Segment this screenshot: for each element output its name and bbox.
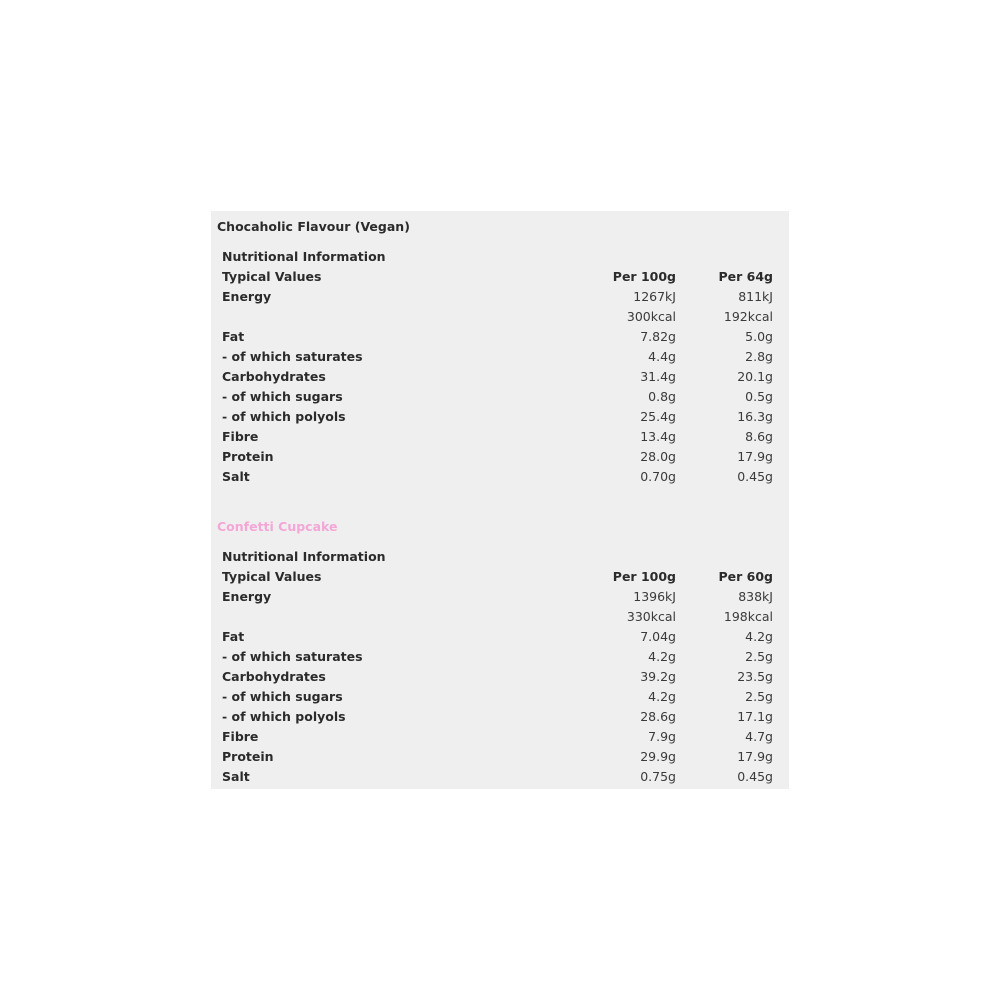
row-label: Protein bbox=[222, 749, 274, 764]
table-row bbox=[211, 727, 789, 747]
per-100g-value: 13.4g bbox=[640, 429, 676, 444]
per-100g-header: Per 100g bbox=[612, 569, 676, 584]
per-serving-header: Per 64g bbox=[718, 269, 773, 284]
table-row bbox=[211, 247, 789, 267]
table-row bbox=[211, 287, 789, 307]
nutrition-panel bbox=[211, 211, 789, 789]
per-serving-value: 838kJ bbox=[738, 589, 773, 604]
table-row bbox=[211, 467, 789, 487]
table-row bbox=[211, 747, 789, 767]
row-label: Carbohydrates bbox=[222, 369, 326, 384]
table-row bbox=[211, 367, 789, 387]
table-header-row bbox=[211, 267, 789, 287]
table-row bbox=[211, 427, 789, 447]
per-serving-value: 23.5g bbox=[737, 669, 773, 684]
per-serving-value: 811kJ bbox=[738, 289, 773, 304]
per-serving-value: 8.6g bbox=[745, 429, 773, 444]
per-serving-value: 20.1g bbox=[737, 369, 773, 384]
table-row bbox=[211, 707, 789, 727]
row-label: Carbohydrates bbox=[222, 669, 326, 684]
per-100g-value: 330kcal bbox=[626, 609, 676, 624]
table-row bbox=[211, 547, 789, 567]
table-row bbox=[211, 667, 789, 687]
per-100g-header: Per 100g bbox=[612, 269, 676, 284]
row-label: Typical Values bbox=[222, 569, 322, 584]
row-label: Nutritional Information bbox=[222, 549, 386, 564]
row-label: - of which sugars bbox=[222, 689, 343, 704]
row-label: Fat bbox=[222, 629, 245, 644]
per-100g-value: 0.75g bbox=[640, 769, 676, 784]
row-label: Salt bbox=[222, 769, 250, 784]
per-100g-value: 7.04g bbox=[640, 629, 676, 644]
row-label: - of which polyols bbox=[222, 409, 346, 424]
per-100g-value: 31.4g bbox=[640, 369, 676, 384]
per-100g-value: 28.6g bbox=[640, 709, 676, 724]
per-serving-value: 4.2g bbox=[745, 629, 773, 644]
per-serving-value: 2.5g bbox=[745, 689, 773, 704]
row-label: Salt bbox=[222, 469, 250, 484]
per-serving-value: 17.9g bbox=[737, 449, 773, 464]
per-100g-value: 300kcal bbox=[626, 309, 676, 324]
per-serving-value: 192kcal bbox=[723, 309, 773, 324]
per-serving-value: 16.3g bbox=[737, 409, 773, 424]
product-title: Chocaholic Flavour (Vegan) bbox=[217, 219, 410, 234]
per-serving-value: 5.0g bbox=[745, 329, 773, 344]
per-serving-value: 0.45g bbox=[737, 469, 773, 484]
table-row bbox=[211, 647, 789, 667]
row-label: - of which polyols bbox=[222, 709, 346, 724]
per-serving-value: 4.7g bbox=[745, 729, 773, 744]
per-100g-value: 28.0g bbox=[640, 449, 676, 464]
per-serving-value: 0.45g bbox=[737, 769, 773, 784]
row-label: Protein bbox=[222, 449, 274, 464]
table-row bbox=[211, 607, 789, 627]
row-label: Typical Values bbox=[222, 269, 322, 284]
table-row bbox=[211, 307, 789, 327]
per-serving-value: 2.8g bbox=[745, 349, 773, 364]
row-label: Fibre bbox=[222, 729, 259, 744]
per-100g-value: 39.2g bbox=[640, 669, 676, 684]
per-100g-value: 1267kJ bbox=[633, 289, 676, 304]
table-row bbox=[211, 387, 789, 407]
per-serving-value: 2.5g bbox=[745, 649, 773, 664]
per-serving-header: Per 60g bbox=[718, 569, 773, 584]
per-serving-value: 17.9g bbox=[737, 749, 773, 764]
row-label: - of which saturates bbox=[222, 349, 363, 364]
table-header-row bbox=[211, 567, 789, 587]
table-row bbox=[211, 407, 789, 427]
row-label: Energy bbox=[222, 289, 272, 304]
row-label: Fibre bbox=[222, 429, 259, 444]
table-row bbox=[211, 687, 789, 707]
table-row bbox=[211, 767, 789, 787]
per-100g-value: 1396kJ bbox=[633, 589, 676, 604]
nutrition-table bbox=[211, 547, 789, 787]
row-label: - of which saturates bbox=[222, 649, 363, 664]
per-100g-value: 7.9g bbox=[648, 729, 676, 744]
per-serving-value: 17.1g bbox=[737, 709, 773, 724]
per-100g-value: 25.4g bbox=[640, 409, 676, 424]
per-100g-value: 0.8g bbox=[648, 389, 676, 404]
per-100g-value: 4.2g bbox=[648, 649, 676, 664]
per-100g-value: 4.2g bbox=[648, 689, 676, 704]
table-row bbox=[211, 447, 789, 467]
row-label: Energy bbox=[222, 589, 272, 604]
per-serving-value: 198kcal bbox=[723, 609, 773, 624]
per-100g-value: 0.70g bbox=[640, 469, 676, 484]
nutrition-table bbox=[211, 247, 789, 487]
per-serving-value: 0.5g bbox=[745, 389, 773, 404]
row-label: - of which sugars bbox=[222, 389, 343, 404]
per-100g-value: 7.82g bbox=[640, 329, 676, 344]
table-row bbox=[211, 347, 789, 367]
table-row bbox=[211, 327, 789, 347]
per-100g-value: 4.4g bbox=[648, 349, 676, 364]
product-title: Confetti Cupcake bbox=[217, 519, 338, 534]
per-100g-value: 29.9g bbox=[640, 749, 676, 764]
table-row bbox=[211, 587, 789, 607]
table-row bbox=[211, 627, 789, 647]
row-label: Nutritional Information bbox=[222, 249, 386, 264]
row-label: Fat bbox=[222, 329, 245, 344]
